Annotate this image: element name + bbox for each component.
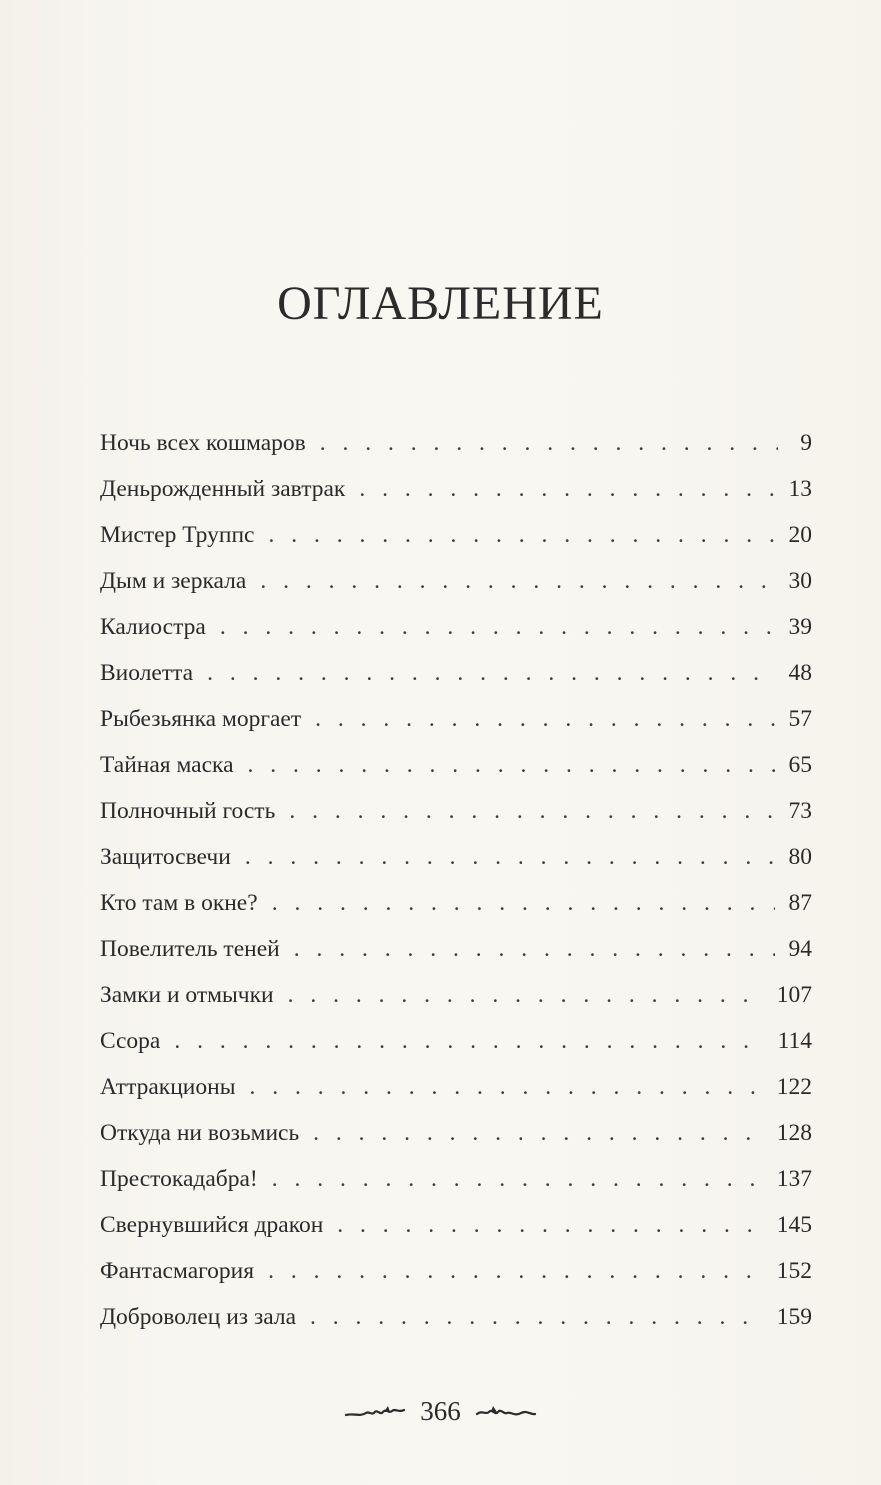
toc-entry	[100, 1120, 812, 1166]
toc-entry-page: 128	[776, 1120, 812, 1146]
toc-entry	[100, 706, 812, 752]
toc-entry-title: Ссора	[100, 1028, 161, 1054]
toc-entry	[100, 660, 812, 706]
toc-entry-page: 80	[788, 844, 812, 870]
toc-entry	[100, 522, 812, 568]
toc-leader-dots	[220, 614, 775, 641]
toc-entry-page: 107	[776, 982, 812, 1008]
page-footer	[0, 1396, 881, 1427]
toc-entry	[100, 1304, 812, 1350]
toc-entry-title: Престокадабра!	[100, 1166, 258, 1192]
toc-entry-title: Замки и отмычки	[100, 982, 274, 1008]
toc-entry-title: Тайная маска	[100, 752, 234, 778]
toc-entry	[100, 476, 812, 522]
toc-entry-title: Виолетта	[100, 660, 194, 686]
toc-leader-dots	[268, 522, 774, 549]
toc-entry	[100, 1028, 812, 1074]
toc-entry-title: Аттракционы	[100, 1074, 236, 1100]
toc-entry-title: Защитосвечи	[100, 844, 231, 870]
page-title: ОГЛАВЛЕНИЕ	[277, 277, 604, 331]
toc-leader-dots	[272, 890, 775, 917]
toc-entry-title: Свернувшийся дракон	[100, 1212, 324, 1238]
toc-entry-page: 48	[788, 660, 812, 686]
toc-entry-page: 114	[777, 1028, 812, 1054]
toc-leader-dots	[320, 430, 778, 457]
toc-entry-page: 57	[788, 706, 812, 732]
toc-entry	[100, 936, 812, 982]
page-number: 366	[420, 1396, 461, 1426]
toc-entry-page: 9	[800, 430, 812, 456]
toc-leader-dots	[289, 798, 774, 825]
toc-entry	[100, 1166, 812, 1212]
toc-entry	[100, 568, 812, 614]
table-of-contents	[100, 430, 812, 1350]
toc-entry-page: 122	[776, 1074, 812, 1100]
toc-entry-page: 39	[788, 614, 812, 640]
toc-entry	[100, 614, 812, 660]
toc-entry	[100, 844, 812, 890]
toc-entry	[100, 982, 812, 1028]
toc-entry	[100, 752, 812, 798]
toc-entry	[100, 430, 812, 476]
toc-entry-page: 73	[788, 798, 812, 824]
toc-entry-page: 87	[788, 890, 812, 916]
toc-leader-dots	[272, 1166, 763, 1193]
toc-leader-dots	[245, 844, 775, 871]
toc-leader-dots	[337, 1212, 762, 1239]
toc-entry-page: 13	[788, 476, 812, 502]
toc-entry-page: 152	[776, 1258, 812, 1284]
toc-leader-dots	[294, 936, 775, 963]
toc-entry-title: Мистер Труппс	[100, 522, 255, 548]
toc-leader-dots	[310, 1304, 763, 1331]
toc-entry-title: Калиостра	[100, 614, 206, 640]
toc-leader-dots	[359, 476, 774, 503]
toc-leader-dots	[268, 1258, 763, 1285]
toc-entry-page: 159	[776, 1304, 812, 1330]
toc-entry	[100, 890, 812, 936]
toc-entry-page: 30	[788, 568, 812, 594]
toc-leader-dots	[315, 706, 774, 733]
toc-entry-title: Деньрожденный завтрак	[100, 476, 346, 502]
toc-entry-title: Откуда ни возьмись	[100, 1120, 300, 1146]
toc-entry-title: Дым и зеркала	[100, 568, 247, 594]
flourish-left-icon	[344, 1402, 410, 1422]
toc-entry-title: Доброволец из зала	[100, 1304, 297, 1330]
toc-entry-title: Фантасмагория	[100, 1258, 255, 1284]
toc-entry-title: Ночь всех кошмаров	[100, 430, 306, 456]
toc-entry-page: 94	[788, 936, 812, 962]
toc-leader-dots	[313, 1120, 763, 1147]
toc-leader-dots	[207, 660, 774, 687]
toc-entry-title: Кто там в окне?	[100, 890, 258, 916]
toc-entry-title: Полночный гость	[100, 798, 276, 824]
toc-leader-dots	[248, 752, 775, 779]
toc-entry-page: 65	[788, 752, 812, 778]
toc-entry	[100, 1074, 812, 1120]
toc-entry-title: Повелитель теней	[100, 936, 280, 962]
toc-leader-dots	[288, 982, 763, 1009]
toc-leader-dots	[250, 1074, 763, 1101]
toc-entry	[100, 798, 812, 844]
toc-entry-page: 137	[776, 1166, 812, 1192]
toc-entry	[100, 1212, 812, 1258]
toc-entry-title: Рыбезьянка моргает	[100, 706, 302, 732]
toc-leader-dots	[174, 1028, 763, 1055]
toc-entry-page: 145	[776, 1212, 812, 1238]
toc-entry-page: 20	[788, 522, 812, 548]
toc-leader-dots	[260, 568, 774, 595]
toc-entry	[100, 1258, 812, 1304]
flourish-right-icon	[471, 1402, 537, 1422]
